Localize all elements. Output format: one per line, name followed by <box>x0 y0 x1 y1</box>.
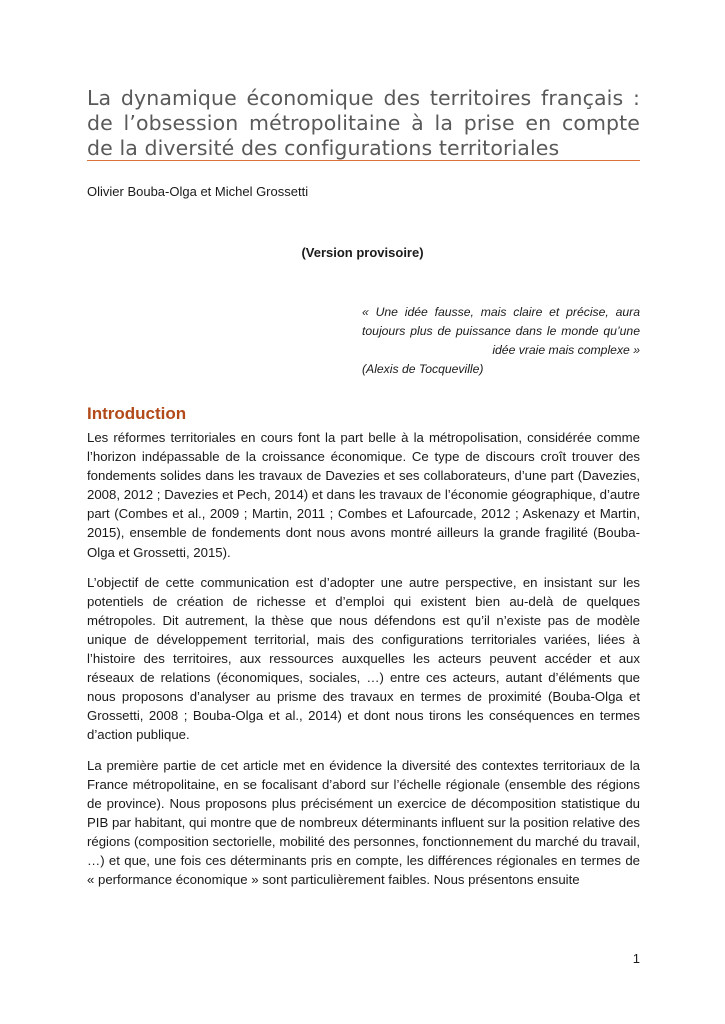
epigraph-source: (Alexis de Tocqueville) <box>362 362 484 376</box>
paragraph: Les réformes territoriales en cours font la part belle à la métropolisation, considérée comme l’horizon indépassable de la croissance économique. Ce type de discours croît trouver des fondements solides dans les travaux de Davezies et ses collaborateurs, d’une part (Davezies, 2008, 2012 ; Davezies et Pech, 2014) et dans les travaux de l’économie géographique, d’autre part (Combes et al., 2009 ; Martin, 2011 ; Combes et Lafourcade, 2012 ; Askenazy et Martin, 2015), ensemble de fondements dont nous avons montré ailleurs la grande fragilité (Bouba-Olga et Grossetti, 2015). <box>87 430 640 560</box>
paragraph: L’objectif de cette communication est d’adopter une autre perspective, en insistant sur les potentiels de création de richesse et d’emploi qui existent bien au-delà de quelques métropoles. Dit autrement, la thèse que nous défendons est qu’il n’existe pas de modèle unique de développement territorial, mais des configurations territoriales variées, liées à l’histoire des territoires, aux ressources auxquelles les acteurs peuvent accéder et aux réseaux de relations (économiques, sociales, …) entre ces acteurs, autant d’éléments que nous proposons d’analyser au prisme des travaux en termes de proximité (Bouba-Olga et Grossetti, 2008 ; Bouba-Olga et al., 2014) et dont nous tirons les conséquences en termes d’action publique. <box>87 574 640 743</box>
version-note: (Version provisoire) <box>301 245 424 260</box>
epigraph <box>362 303 640 379</box>
epigraph-quote: « Une idée fausse, mais claire et précise, aura toujours plus de puissance dans le monde qu’une idée vraie mais complexe » <box>362 305 640 357</box>
body-text <box>87 428 640 900</box>
page-number: 1 <box>632 951 640 966</box>
paragraph: La première partie de cet article met en évidence la diversité des contextes territoriaux de la France métropolitaine, en se focalisant d’abord sur l’échelle régionale (ensemble des régions de province). Nous proposons plus précisément un exercice de décomposition statistique du PIB par habitant, qui montre que de nombreux déterminants influent sur la position relative des régions (composition sectorielle, mobilité des personnes, fonctionnement du marché du travail, …) et que, une fois ces déterminants pris en compte, les différences régionales en termes de « performance économique » sont particulièrement faibles. Nous présentons ensuite <box>87 757 640 888</box>
authors-line: Olivier Bouba-Olga et Michel Grossetti <box>87 184 309 199</box>
title-underline-rule <box>87 160 640 161</box>
document-title: La dynamique économique des territoires français : de l’obsession métropolitaine à la prise en compte de la diversité des configurations territoriales <box>87 86 640 160</box>
section-heading: Introduction <box>87 404 187 423</box>
